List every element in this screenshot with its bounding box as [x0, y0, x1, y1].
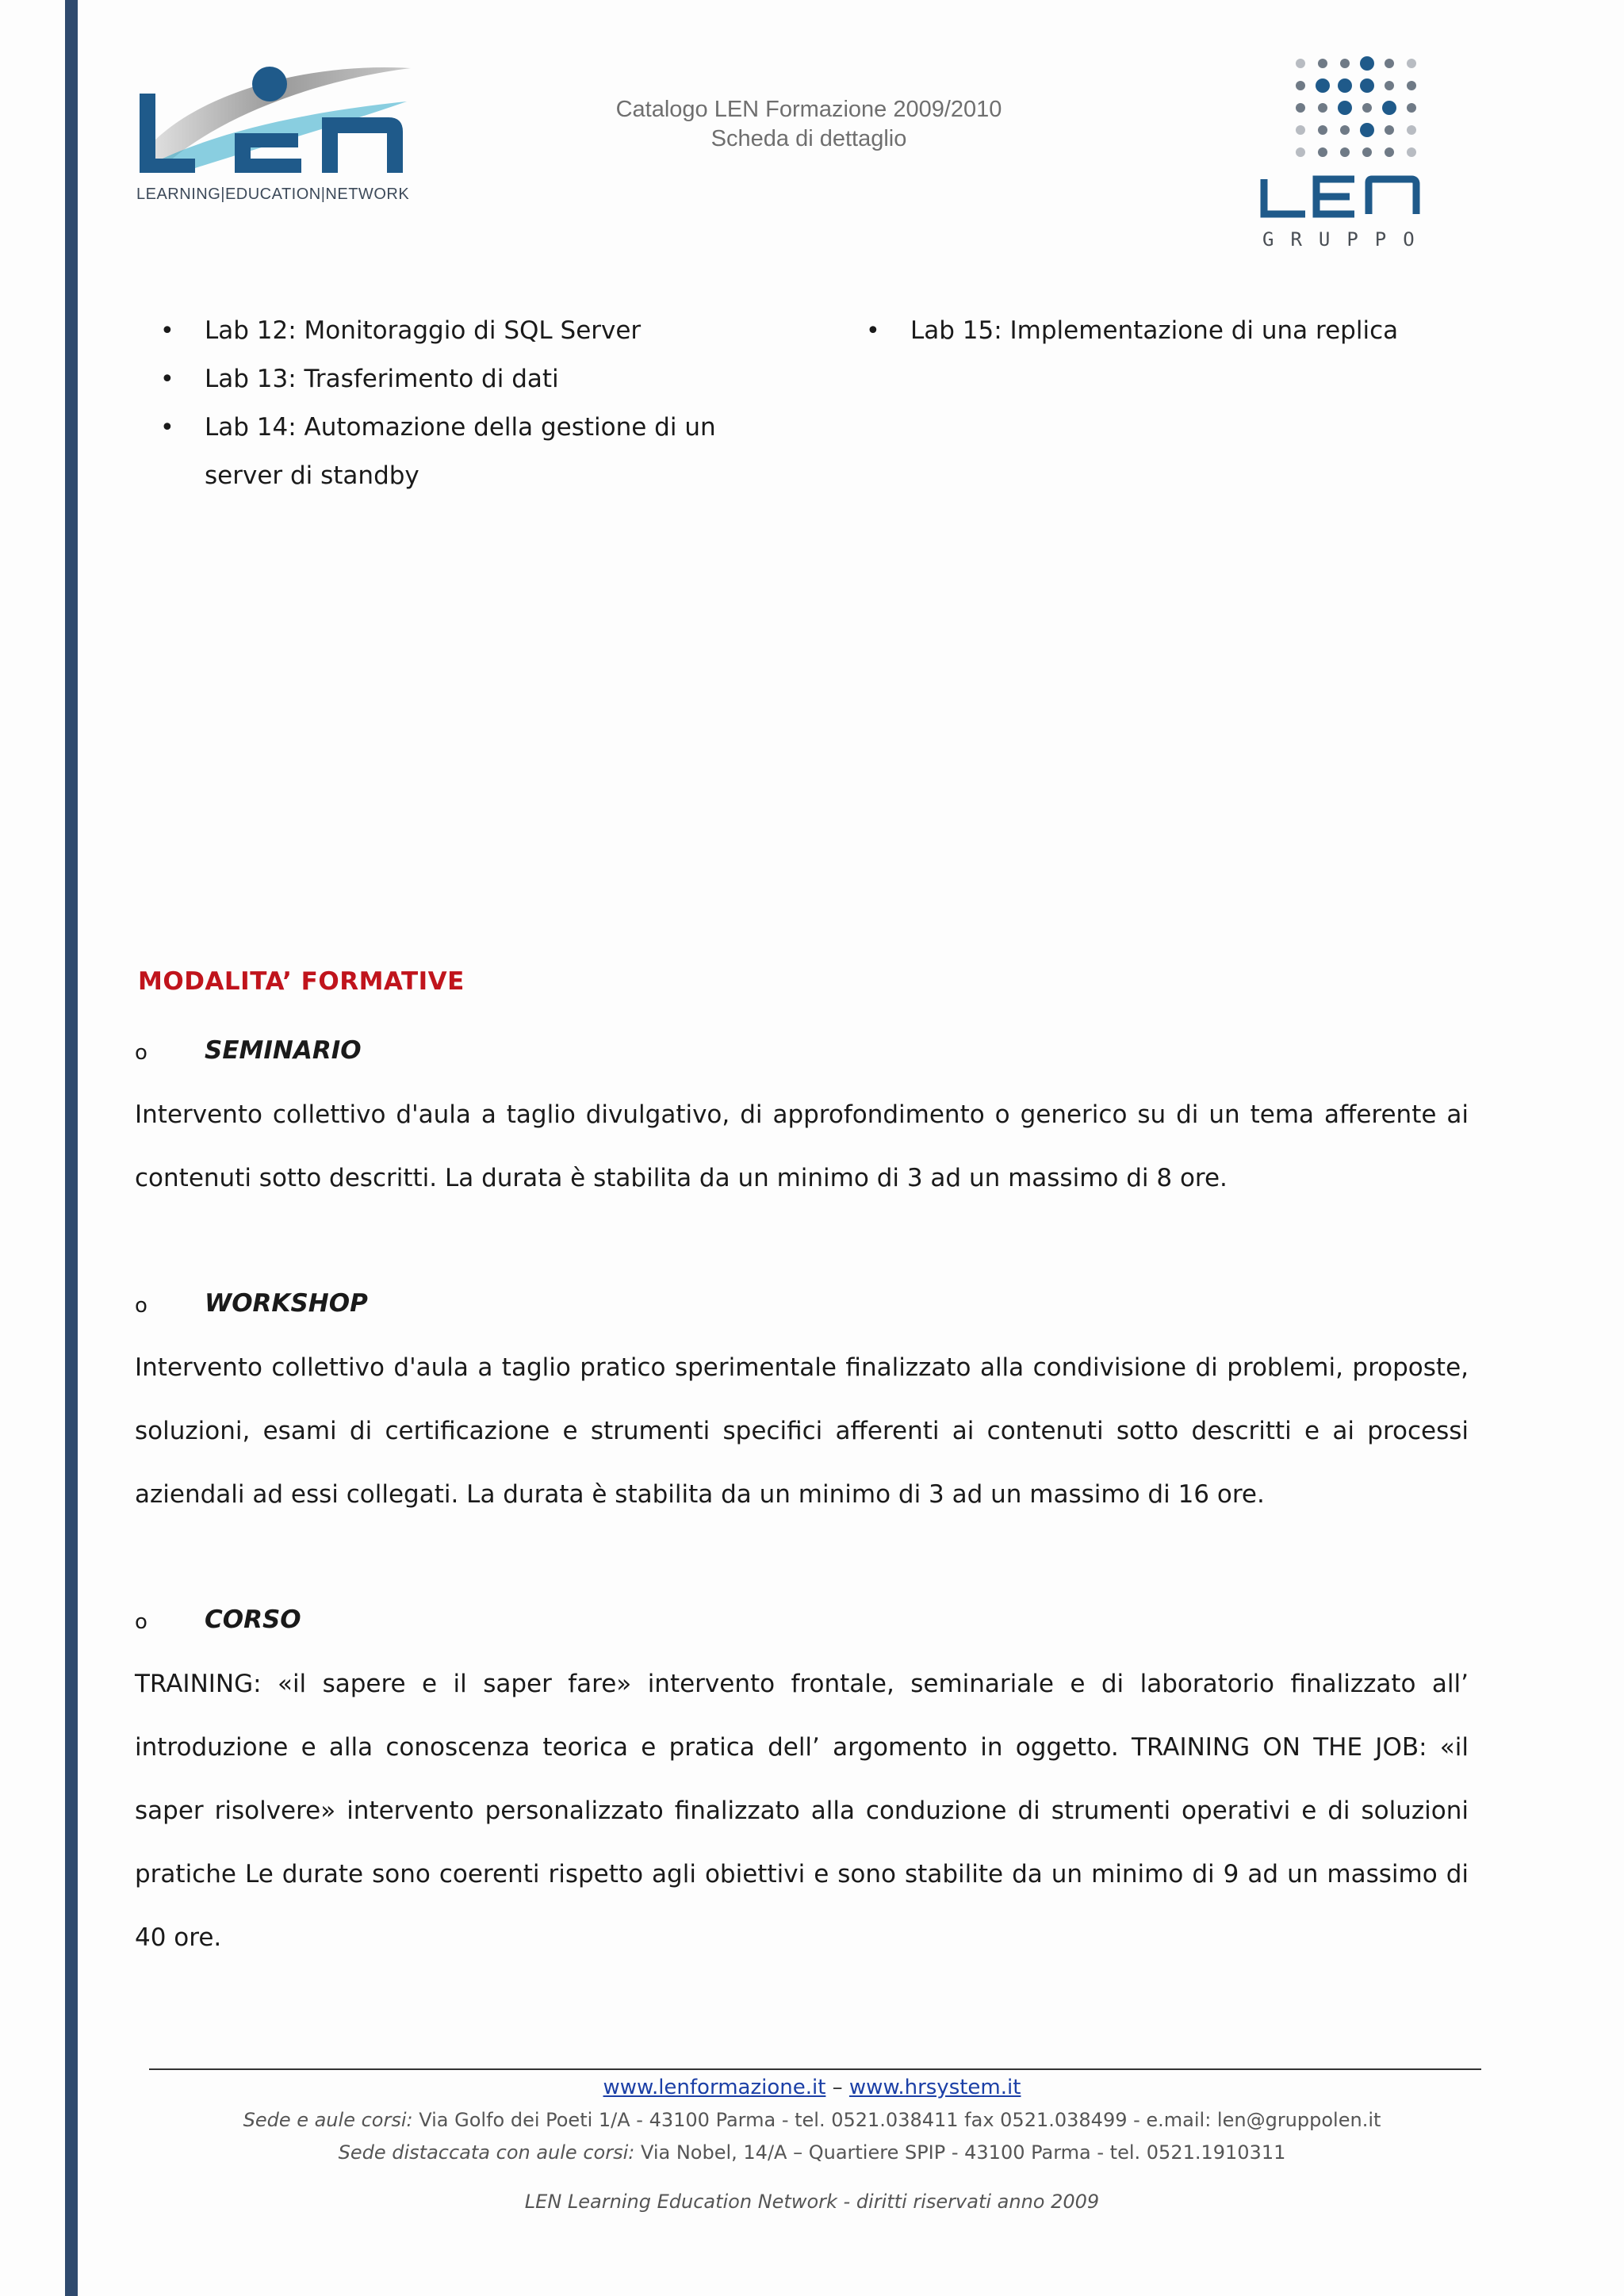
bullet-icon: •	[160, 317, 174, 345]
logo-dot	[1362, 103, 1372, 113]
footer-branch-text: Via Nobel, 14/A – Quartiere SPIP - 43100 Parma - tel. 0521.1910311	[634, 2141, 1286, 2164]
logo-dot	[1382, 101, 1396, 115]
logo-dot	[1407, 59, 1416, 68]
len-logo-tagline: LEARNING|EDUCATION|NETWORK	[136, 186, 410, 203]
footer-branch-label: Sede distaccata con aule corsi:	[338, 2141, 635, 2164]
dot-grid-icon	[1253, 52, 1443, 219]
mode-description: TRAINING: «il sapere e il saper fare» intervento frontale, seminariale e di laboratorio finalizzato all’ introduzione e alla conoscenza teorica e pratica dell’ argomento in oggetto. TRAINING ON THE JOB: «il saper risolvere» intervento personalizzato finalizzato alla conduzione di strumenti operativi e di soluzioni pratiche Le durate sono coerenti rispetto agli obiettivi e sono stabilite da un minimo di 9 ad un massimo di 40 ore.	[135, 1670, 1469, 1952]
bullet-icon: •	[160, 365, 174, 393]
footer-address-branch	[0, 2141, 1624, 2164]
lab-item-label: Lab 13: Trasferimento di dati	[205, 365, 559, 393]
logo-dot	[1338, 78, 1352, 93]
logo-dot	[1407, 103, 1416, 113]
bullet-icon: •	[866, 317, 880, 345]
section-title: MODALITA’ FORMATIVE	[138, 967, 465, 996]
lab-item-label: Lab 15: Implementazione di una replica	[910, 316, 1399, 345]
logo-dot	[1296, 103, 1305, 113]
left-margin-bar	[65, 0, 78, 2296]
logo-dot	[1318, 147, 1327, 157]
len-logo	[133, 62, 419, 212]
mode-name: WORKSHOP	[205, 1289, 368, 1318]
mode-description: Intervento collettivo d'aula a taglio pratico sperimentale finalizzato alla condivisione di problemi, proposte, soluzioni, esami di certificazione e strumenti specifici afferenti ai contenuti sotto descritti e ai processi aziendali ad essi collegati. La durata è stabilita da un minimo di 3 ad un massimo di 16 ore.	[135, 1353, 1469, 1509]
logo-dot	[1338, 101, 1352, 115]
logo-dot	[1340, 125, 1350, 135]
mode-name: SEMINARIO	[205, 1036, 362, 1065]
footer-address-label: Sede e aule corsi:	[243, 2109, 413, 2131]
lenformazione-link[interactable]: www.lenformazione.it	[603, 2076, 826, 2099]
logo-dot	[1360, 78, 1374, 93]
list-item	[861, 307, 1543, 355]
logo-dot	[1296, 59, 1305, 68]
hrsystem-link[interactable]: www.hrsystem.it	[848, 2076, 1021, 2099]
logo-dot	[1385, 59, 1394, 68]
mode-description: Intervento collettivo d'aula a taglio divulgativo, di approfondimento o generico su di un tema afferente ai contenuti sotto descritti. La durata è stabilita da un minimo di 3 ad un massimo di 8 ore.	[135, 1100, 1469, 1192]
circle-bullet-icon: o	[135, 1041, 147, 1065]
logo-dot	[1296, 147, 1305, 157]
len-logo-graphic	[133, 62, 419, 181]
logo-dot	[1360, 123, 1374, 137]
footer-address-text: Via Golfo dei Poeti 1/A - 43100 Parma - tel. 0521.038411 fax 0521.038499 - e.mail: len@gruppolen.it	[412, 2109, 1381, 2131]
link-separator: –	[832, 2076, 843, 2099]
logo-dot	[1360, 56, 1374, 71]
len-gruppo-logo	[1253, 52, 1443, 258]
lab-list-left	[155, 307, 758, 500]
logo-dot	[1318, 59, 1327, 68]
logo-dot	[1340, 147, 1350, 157]
mode-name: CORSO	[205, 1605, 301, 1634]
list-item	[155, 307, 758, 355]
gruppo-label: GRUPPO	[1262, 228, 1431, 251]
list-item	[155, 404, 758, 500]
footer-address-main	[0, 2109, 1624, 2131]
header-title	[492, 95, 1126, 154]
circle-bullet-icon: o	[135, 1294, 147, 1318]
catalog-subtitle: Scheda di dettaglio	[710, 126, 907, 151]
logo-dot	[1385, 147, 1394, 157]
logo-dot	[1407, 81, 1416, 90]
logo-dot	[1362, 147, 1372, 157]
logo-dot	[1407, 147, 1416, 157]
footer-links	[0, 2076, 1624, 2099]
logo-dot	[1296, 81, 1305, 90]
logo-dot	[1340, 59, 1350, 68]
catalog-title: Catalogo LEN Formazione 2009/2010	[615, 97, 1002, 122]
lab-item-label: Lab 14: Automazione della gestione di un server di standby	[205, 413, 716, 490]
copyright-text: LEN Learning Education Network - diritti riservati anno 2009	[524, 2191, 1100, 2213]
logo-dot	[1385, 81, 1394, 90]
list-item	[155, 355, 758, 404]
logo-dot	[1316, 78, 1330, 93]
footer-divider	[149, 2068, 1481, 2070]
circle-bullet-icon: o	[135, 1610, 147, 1634]
lab-list-right	[861, 307, 1543, 355]
bullet-icon: •	[160, 414, 174, 442]
footer-copyright	[0, 2191, 1624, 2213]
logo-dot	[1385, 125, 1394, 135]
logo-dot	[1318, 125, 1327, 135]
lab-item-label: Lab 12: Monitoraggio di SQL Server	[205, 316, 642, 345]
logo-dot	[1407, 125, 1416, 135]
logo-dot	[1318, 103, 1327, 113]
logo-dot	[1296, 125, 1305, 135]
